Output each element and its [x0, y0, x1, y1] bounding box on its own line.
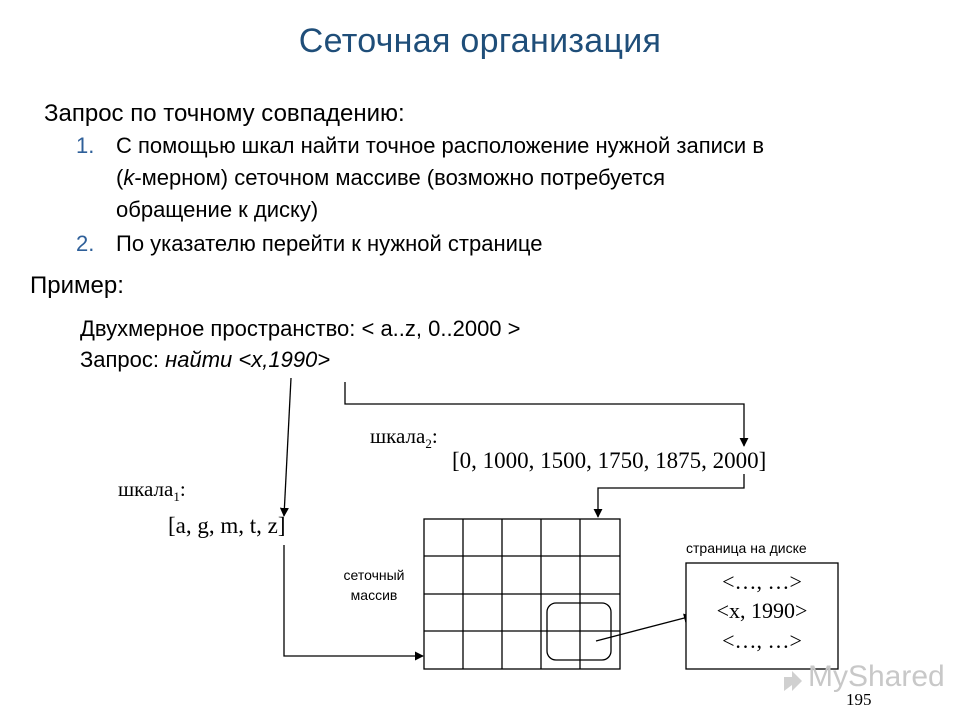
step-1-number: 1. [76, 133, 95, 158]
query-find: найти <x,1990> [165, 347, 331, 372]
scale2-values: [0, 1000, 1500, 1750, 1875, 2000] [452, 448, 767, 473]
k-variable: k [123, 165, 135, 190]
grid-label: сеточный массив [343, 567, 405, 603]
disk-record: <…, …> [722, 628, 802, 653]
step-2-text: По указателю перейти к нужной странице [116, 231, 543, 256]
watermark-logo-icon [778, 667, 808, 697]
step-1-line-2: (k-мерном) сеточном массиве (возможно потребуется [116, 165, 666, 190]
query-heading: Запрос по точному совпадению: [44, 100, 405, 127]
scale2-label: шкала$_2$: [370, 424, 438, 452]
step-2-number: 2. [76, 231, 95, 256]
space-definition: Двухмерное пространство: < a..z, 0..2000 > [80, 316, 521, 341]
step-1-line-1: С помощью шкал найти точное расположение нужной записи в [116, 133, 765, 158]
step-1-line-3: обращение к диску) [116, 197, 319, 222]
disk-record: <…, …> [722, 569, 802, 594]
disk-records [690, 566, 834, 657]
example-heading: Пример: [30, 272, 124, 299]
arrow-query-to-scale1 [284, 378, 291, 516]
watermark-text: MyShared [808, 660, 945, 693]
query-example: Запрос: найти <x,1990> [80, 347, 331, 372]
page-number: 195 [846, 690, 872, 709]
disk-record: <x, 1990> [716, 598, 808, 623]
slide-title: Сеточная организация [298, 22, 662, 60]
grid-array [424, 519, 620, 669]
arrow-scale2-to-grid [598, 474, 744, 517]
scale1-label: шкала$_1$: [118, 477, 186, 505]
scale1-values: [a, g, m, t, z] [168, 513, 286, 538]
disk-page-label: страница на диске [686, 540, 807, 556]
